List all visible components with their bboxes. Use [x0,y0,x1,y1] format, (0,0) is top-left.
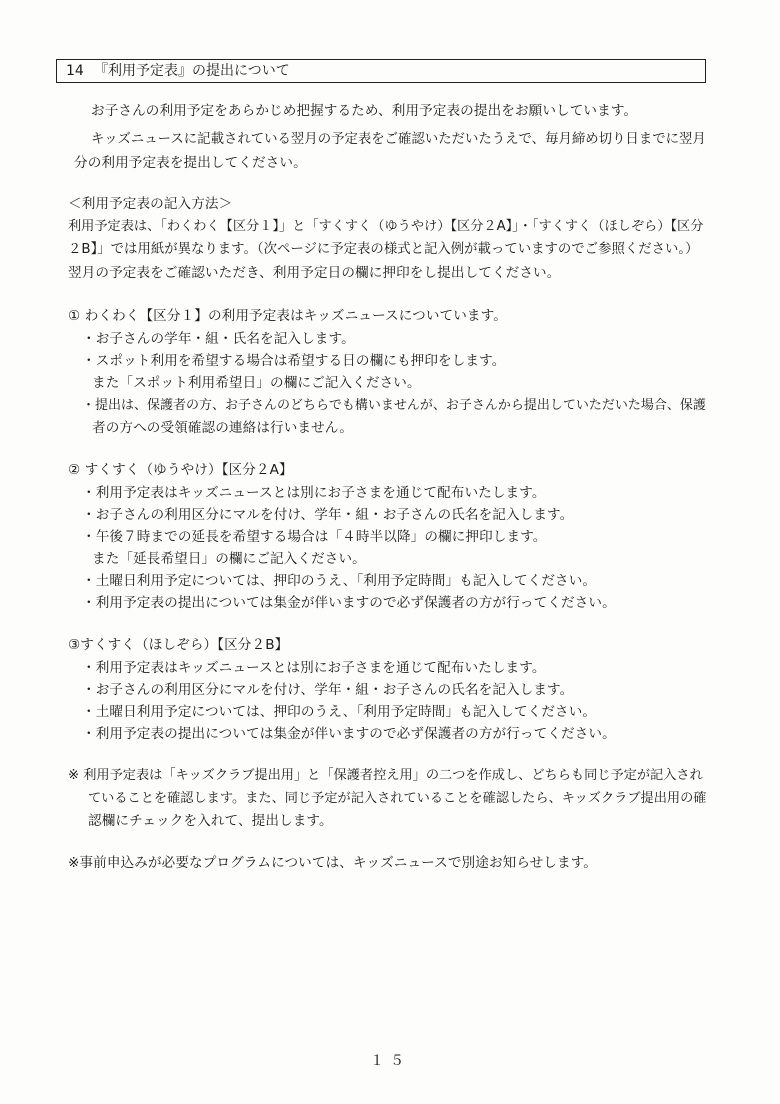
item3-line: ・土曜日利用予定については、押印のうえ、「利用予定時間」も記入してください。 [82,704,597,720]
item2-line: ・午後７時までの延長を希望する場合は「４時半以降」の欄に押印します。 [82,529,547,545]
item2-heading: ② すくすく（ゆうやけ）【区分２A】 [68,462,293,478]
item3-line: ・利用予定表はキッズニュースとは別にお子さまを通じて配布いたします。 [82,660,546,676]
item3-line: ・利用予定表の提出については集金が伴いますので必ず保護者の方が行ってください。 [82,726,616,742]
method-line: ２B】」では用紙が異なります。（次ページに予定表の様式と記入例が載っていますのでご参照ください。） [68,242,699,257]
note-line: ていることを確認します。また、同じ予定が記入されていることを確認したら、キッズクラブ提出用の確 [88,791,707,806]
item1-heading: ① わくわく【区分１】の利用予定表はキッズニュースについています。 [68,308,507,324]
item3-heading: ③すくすく（ほしぞら）【区分２B】 [68,637,289,653]
section-heading [56,59,706,83]
item1-line: ・提出は、保護者の方、お子さんのどちらでも構いませんが、お子さんから提出していただいた場合、保護 [82,398,706,413]
note-line: 認欄にチェックを入れて、提出します。 [88,813,333,829]
item2-line: ・お子さんの利用区分にマルを付け、学年・組・お子さんの氏名を記入します。 [82,507,574,523]
item2-line: また「延長希望日」の欄にご記入ください。 [92,551,366,567]
item2-line: ・土曜日利用予定については、押印のうえ、「利用予定時間」も記入してください。 [82,573,597,589]
note-line: ※事前申込みが必要なプログラムについては、キッズニュースで別途お知らせします。 [68,855,597,871]
method-line: 翌月の予定表をご確認いただき、利用予定日の欄に押印をし提出してください。 [68,265,561,281]
item3-line: ・お子さんの利用区分にマルを付け、学年・組・お子さんの氏名を記入します。 [82,682,574,698]
intro-line: お子さんの利用予定をあらかじめ把握するため、利用予定表の提出をお願いしています。 [91,103,638,119]
intro-line: キッズニュースに記載されている翌月の予定表をご確認いただいたうえで、毎月締め切り日までに翌月 [91,132,706,147]
section-number: 14 [66,63,84,79]
item1-line: 者の方への受領確認の連絡は行いません。 [92,420,353,436]
note-line: ※ 利用予定表は「キッズクラブ提出用」と「保護者控え用」の二つを作成し、どちらも同じ予定が記入され [68,768,703,783]
section-title: 『利用予定表』の提出について [94,63,290,79]
page-number: １５ [370,1053,410,1069]
item2-line: ・利用予定表の提出については集金が伴いますので必ず保護者の方が行ってください。 [82,595,616,611]
method-line: 利用予定表は、「わくわく【区分１】」と「すくすく（ゆうやけ）【区分２A】」・「すくすく（ほしぞら）【区分 [68,219,704,234]
item1-line: また「スポット利用希望日」の欄にご記入ください。 [92,375,421,391]
item1-line: ・お子さんの学年・組・氏名を記入します。 [82,331,355,347]
method-heading: ＜利用予定表の記入方法＞ [68,196,233,212]
item1-line: ・スポット利用を希望する場合は希望する日の欄にも押印をします。 [82,353,506,369]
item2-line: ・利用予定表はキッズニュースとは別にお子さまを通じて配布いたします。 [82,485,546,501]
intro-line: 分の利用予定表を提出してください。 [74,155,307,171]
